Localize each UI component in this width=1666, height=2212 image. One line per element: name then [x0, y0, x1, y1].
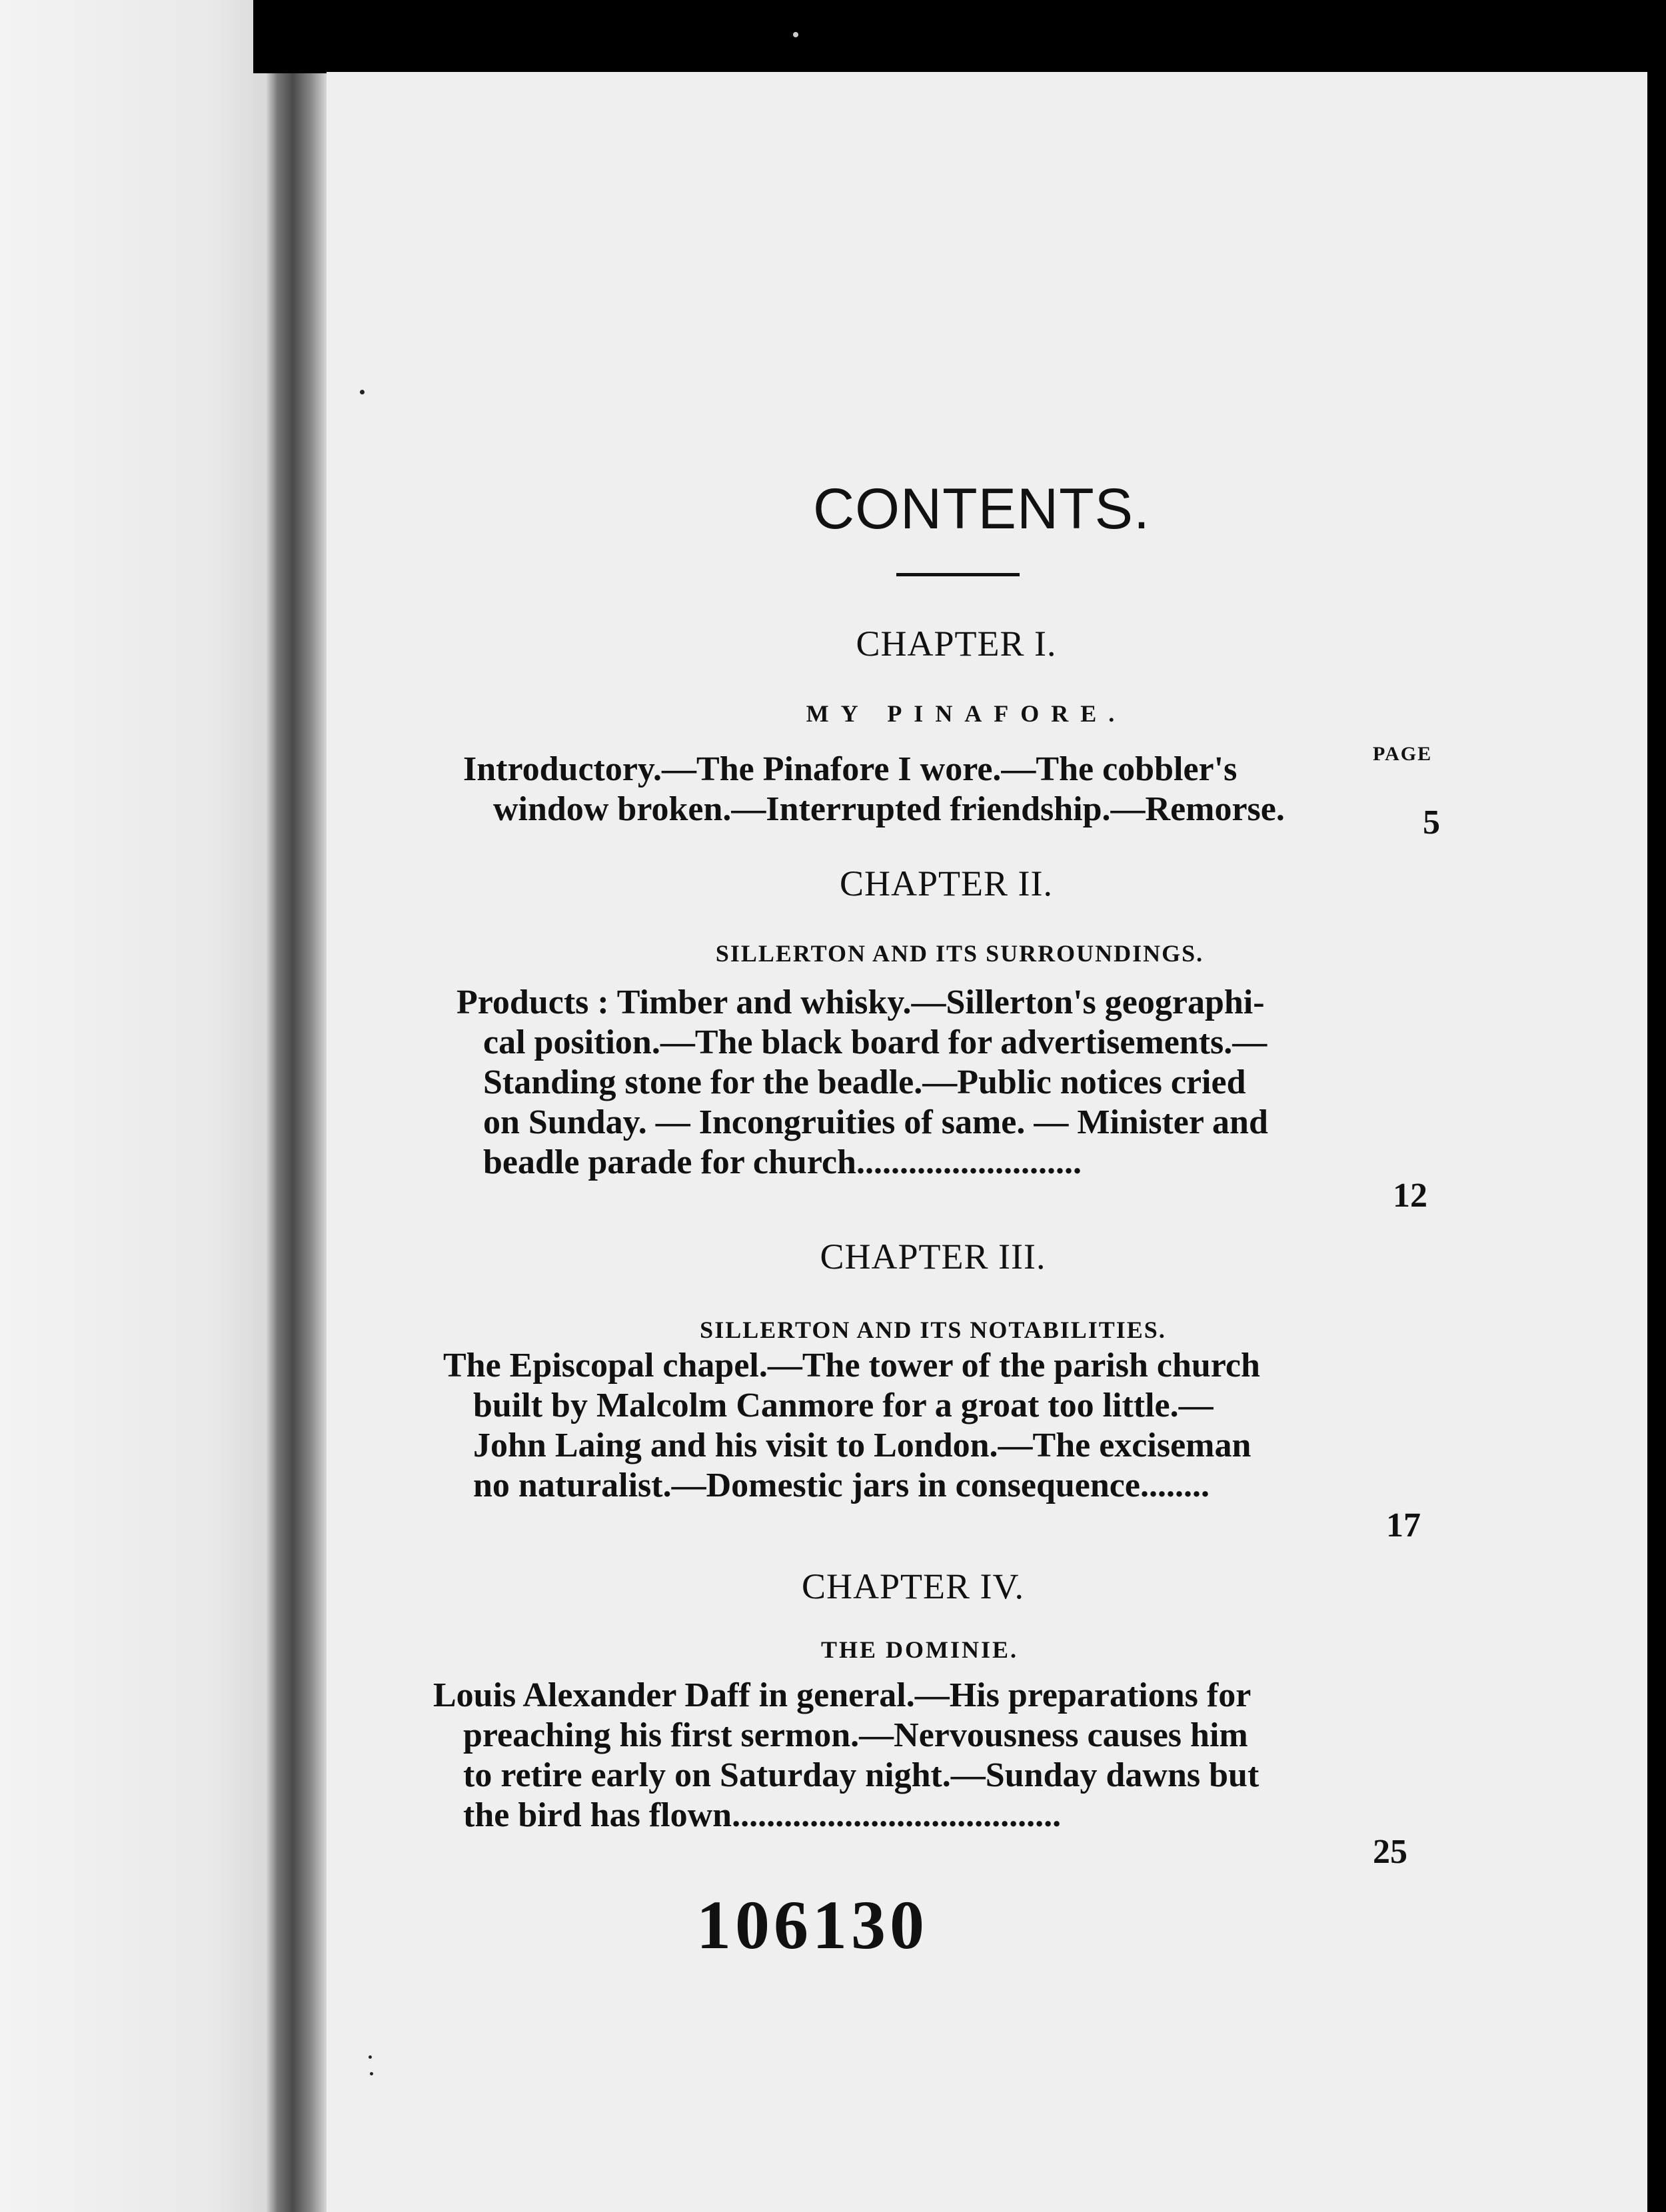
summary-line: beadle parade for church.......................... [483, 1143, 1082, 1181]
chapter-1-page: 5 [1423, 804, 1440, 841]
chapter-4-page: 25 [1373, 1833, 1407, 1871]
chapter-2-summary [456, 983, 1376, 1183]
scan-speck [360, 390, 365, 394]
summary-line: window broken.—Interrupted friendship.—Remorse. [493, 790, 1285, 828]
left-page-margin [0, 0, 267, 2212]
scan-speck [370, 2072, 373, 2075]
summary-line: Products : Timber and whisky.—Sillerton's geographi- [456, 983, 1265, 1021]
scan-speck [369, 2055, 372, 2059]
chapter-1-summary [463, 750, 1389, 830]
chapter-3-title: CHAPTER III. [820, 1237, 1046, 1277]
chapter-3-page: 17 [1386, 1506, 1421, 1544]
chapter-1-title: CHAPTER I. [856, 624, 1057, 664]
summary-line: Standing stone for the beadle.—Public notices cried [483, 1063, 1246, 1101]
accession-number-stamp: 106130 [696, 1887, 928, 1963]
chapter-2-title: CHAPTER II. [840, 863, 1053, 903]
summary-line: preaching his first sermon.—Nervousness causes him [463, 1716, 1248, 1754]
chapter-4-subtitle: THE DOMINIE. [820, 1636, 1019, 1663]
chapter-3-subtitle: SILLERTON AND ITS NOTABILITIES. [700, 1317, 1166, 1343]
summary-line: Introductory.—The Pinafore I wore.—The cobbler's [463, 750, 1238, 788]
summary-line: The Episcopal chapel.—The tower of the parish church [443, 1347, 1260, 1384]
chapter-3-summary [443, 1346, 1356, 1506]
summary-line: built by Malcolm Canmore for a groat too little.— [473, 1386, 1214, 1424]
summary-line: cal position.—The black board for advertisements.— [483, 1023, 1267, 1061]
summary-line: no naturalist.—Domestic jars in consequence........ [473, 1466, 1210, 1504]
chapter-4-title: CHAPTER IV. [801, 1566, 1025, 1606]
scan-border-right [1647, 0, 1666, 2212]
scan-speck [793, 32, 798, 37]
title-rule [896, 573, 1020, 576]
summary-line: on Sunday. — Incongruities of same. — Minister and [483, 1103, 1268, 1141]
chapter-4-summary [433, 1676, 1349, 1836]
chapter-2-page: 12 [1393, 1177, 1427, 1215]
summary-line: the bird has flown...................................... [463, 1796, 1062, 1834]
page-column-label: PAGE [1373, 743, 1433, 765]
chapter-1-subtitle: MY PINAFORE. [806, 700, 1127, 727]
summary-line: Louis Alexander Daff in general.—His preparations for [433, 1676, 1251, 1714]
summary-line: to retire early on Saturday night.—Sunday dawns but [463, 1756, 1259, 1794]
page-title: CONTENTS. [813, 477, 1150, 541]
book-gutter [265, 53, 327, 2212]
scan-border-top [253, 0, 1666, 73]
summary-line: John Laing and his visit to London.—The exciseman [473, 1426, 1251, 1464]
chapter-2-subtitle: SILLERTON AND ITS SURROUNDINGS. [715, 940, 1204, 967]
